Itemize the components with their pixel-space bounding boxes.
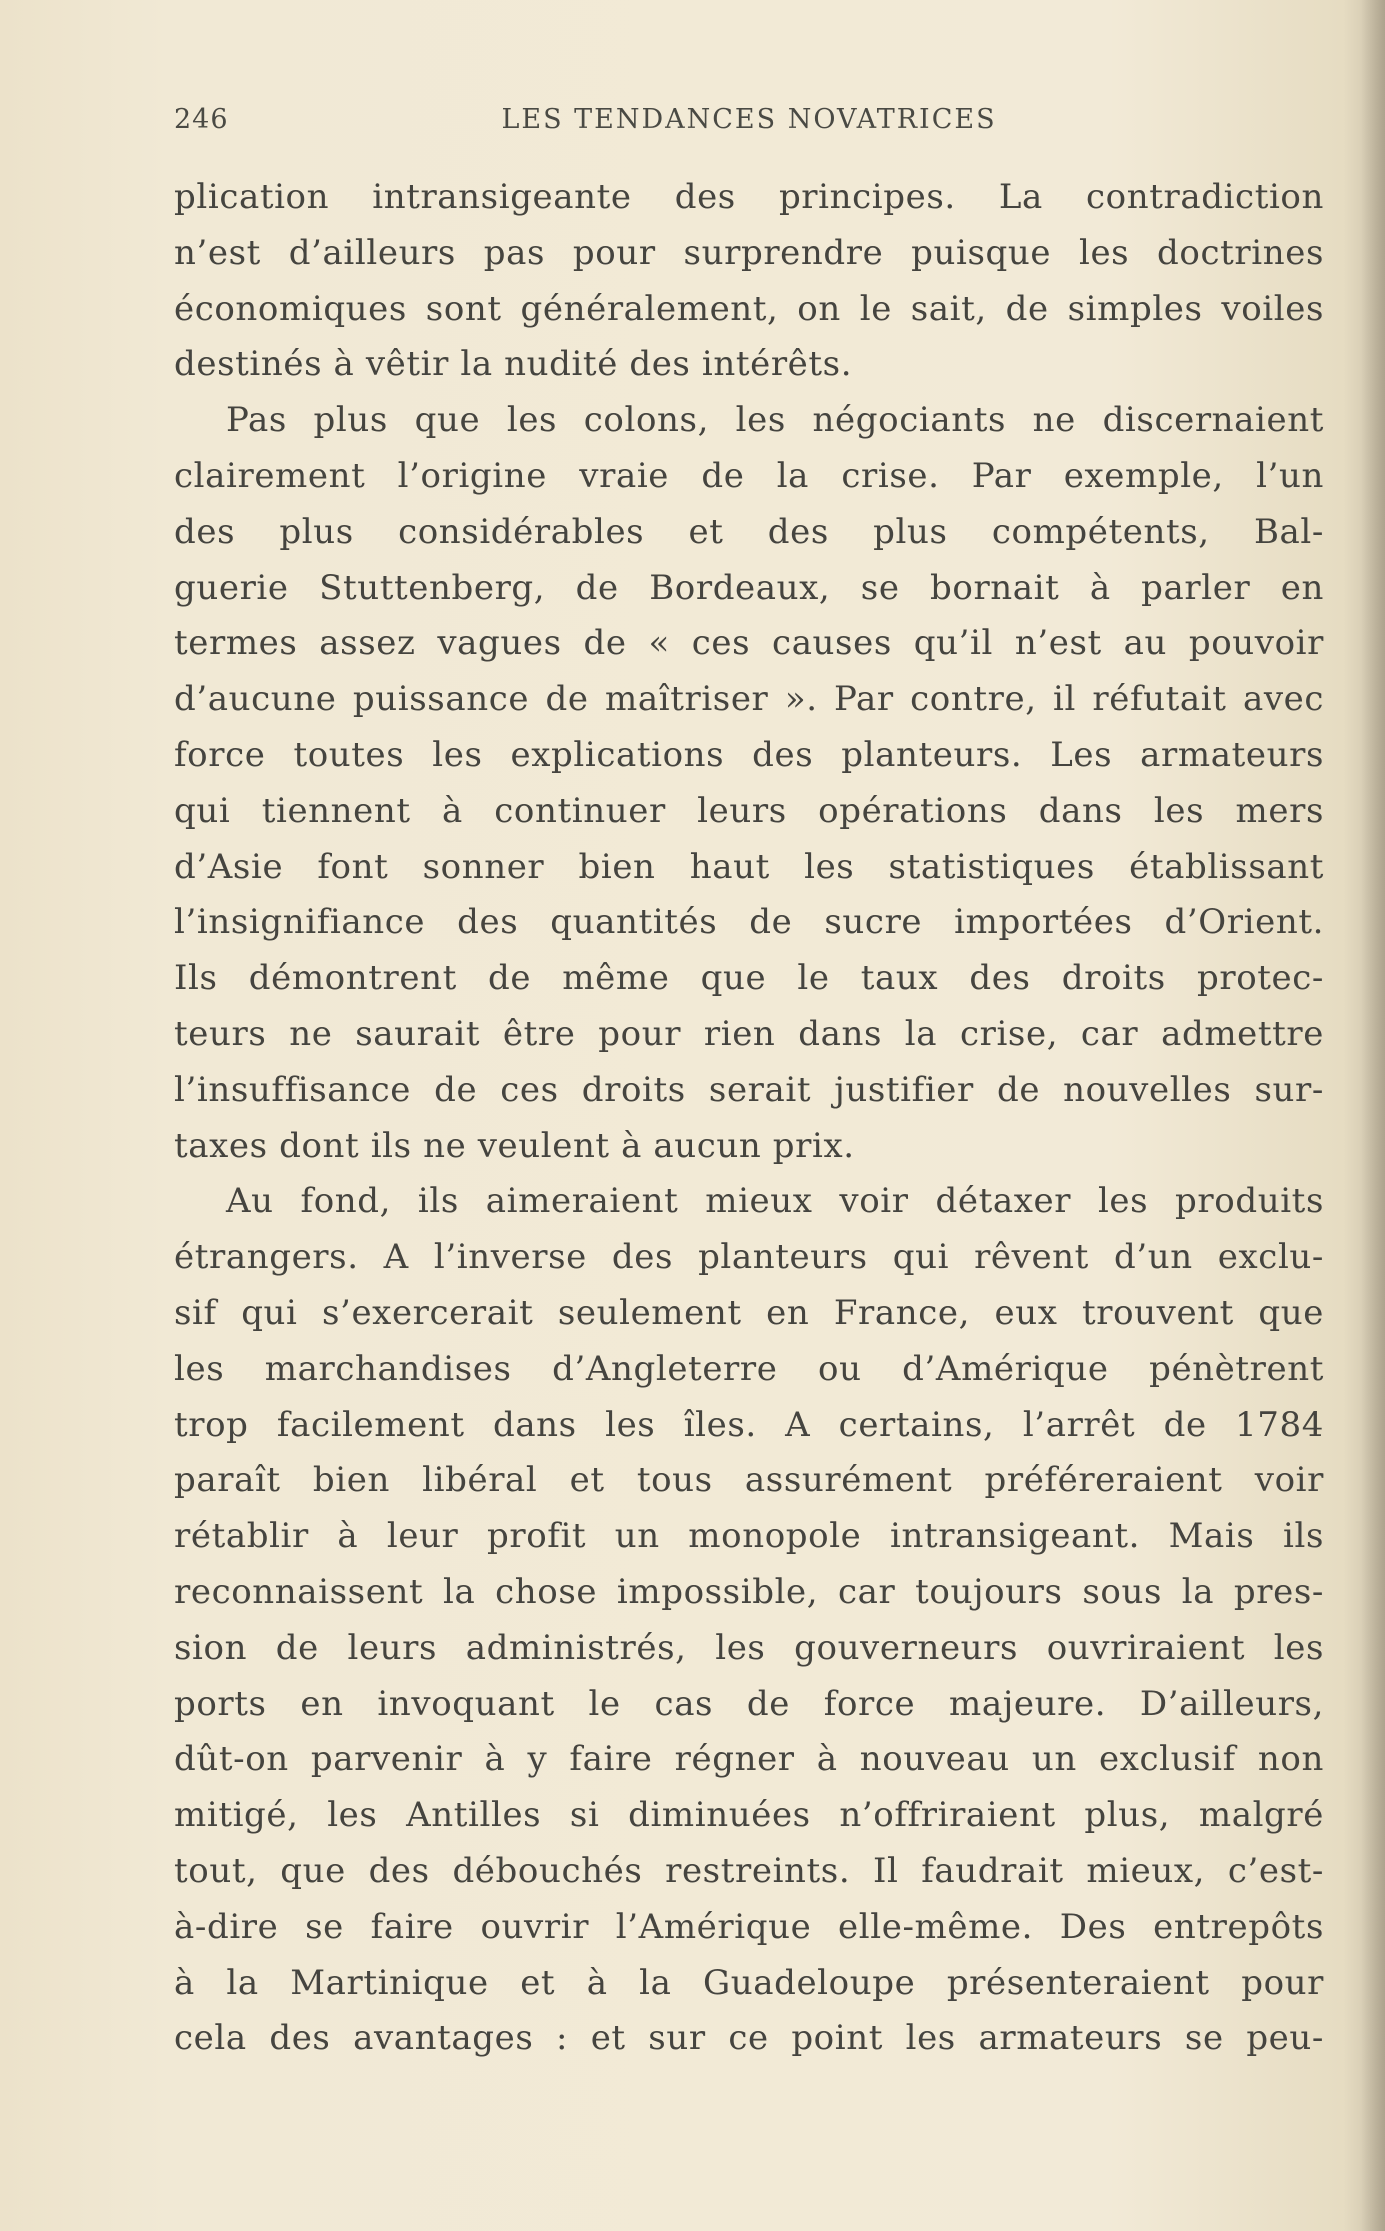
text-line: teurs ne saurait être pour rien dans la crise, car admettre xyxy=(174,1013,1324,1054)
text-line: l’insignifiance des quantités de sucre importées d’Orient. xyxy=(174,902,1324,943)
text-line: plication intransigeante des principes. La contradiction xyxy=(174,177,1324,217)
text-line: guerie Stuttenberg, de Bordeaux, se bornait à parler en xyxy=(174,567,1324,608)
text-line: n’est d’ailleurs pas pour surprendre puisque les doctrines xyxy=(174,232,1324,273)
text-line: trop facilement dans les îles. A certains, l’arrêt de 1784 xyxy=(174,1404,1324,1445)
text-line: ports en invoquant le cas de force majeure. D’ailleurs, xyxy=(174,1683,1324,1724)
text-line: termes assez vagues de « ces causes qu’il n’est au pouvoir xyxy=(174,623,1324,664)
text-line: destinés à vêtir la nudité des intérêts. xyxy=(174,344,853,385)
text-line: cela des avantages : et sur ce point les armateurs se peu- xyxy=(174,2018,1324,2059)
text-line: reconnaissent la chose impossible, car toujours sous la pres- xyxy=(174,1571,1324,1612)
text-line: les marchandises d’Angleterre ou d’Amérique pénètrent xyxy=(174,1348,1324,1389)
text-line: paraît bien libéral et tous assurément préféreraient voir xyxy=(174,1460,1324,1501)
page-edge-shadow xyxy=(1361,0,1385,2231)
text-line: sif qui s’exercerait seulement en France, eux trouvent que xyxy=(174,1292,1324,1333)
text-line: qui tiennent à continuer leurs opérations dans les mers xyxy=(174,790,1324,831)
text-line: étrangers. A l’inverse des planteurs qui rêvent d’un exclu- xyxy=(174,1237,1324,1278)
text-line: rétablir à leur profit un monopole intransigeant. Mais ils xyxy=(174,1516,1324,1557)
body-text xyxy=(174,170,1324,2067)
text-line: à la Martinique et à la Guadeloupe présenteraient pour xyxy=(174,1962,1324,2003)
text-line: des plus considérables et des plus compétents, Bal- xyxy=(174,511,1324,552)
page-header xyxy=(174,104,1324,144)
text-line: dût-on parvenir à y faire régner à nouveau un exclusif non xyxy=(174,1739,1324,1780)
text-line: l’insuffisance de ces droits serait justifier de nouvelles sur- xyxy=(174,1069,1324,1110)
text-line: sion de leurs administrés, les gouverneurs ouvriraient les xyxy=(174,1627,1324,1668)
running-head: LES TENDANCES NOVATRICES xyxy=(501,104,997,135)
text-line: Ils démontrent de même que le taux des droits protec- xyxy=(174,958,1324,999)
text-line: à-dire se faire ouvrir l’Amérique elle-même. Des entrepôts xyxy=(174,1906,1324,1947)
text-line: d’aucune puissance de maîtriser ». Par contre, il réfutait avec xyxy=(174,679,1324,720)
text-line: tout, que des débouchés restreints. Il faudrait mieux, c’est- xyxy=(174,1850,1324,1891)
text-line: mitigé, les Antilles si diminuées n’offriraient plus, malgré xyxy=(174,1795,1324,1836)
text-line: force toutes les explications des planteurs. Les armateurs xyxy=(174,734,1324,775)
text-line: Au fond, ils aimeraient mieux voir détaxer les produits xyxy=(226,1181,1324,1222)
text-line: économiques sont généralement, on le sait, de simples voiles xyxy=(174,288,1324,329)
text-line: taxes dont ils ne veulent à aucun prix. xyxy=(174,1125,855,1166)
text-line: d’Asie font sonner bien haut les statistiques établissant xyxy=(174,846,1324,887)
text-line: Pas plus que les colons, les négociants ne discernaient xyxy=(226,400,1324,441)
page-number: 246 xyxy=(174,104,229,135)
text-line: clairement l’origine vraie de la crise. Par exemple, l’un xyxy=(174,455,1324,496)
